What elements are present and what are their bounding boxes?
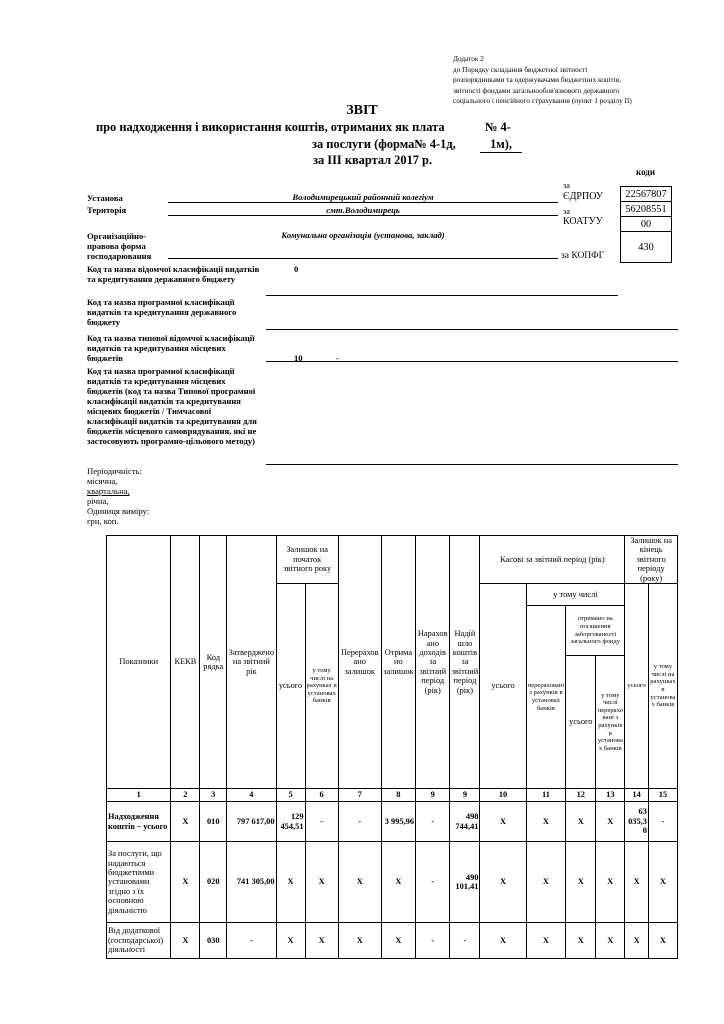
table-cell: X xyxy=(526,923,566,959)
table-cell: X xyxy=(276,923,305,959)
header-cash-total: усього xyxy=(480,584,526,789)
header-accrued: Нараховано доходів за звітний період (рік) xyxy=(416,536,450,789)
column-number: 1 xyxy=(107,789,171,802)
prog-code-line xyxy=(266,297,678,330)
appendix-line: до Порядку складання бюджетної звітності xyxy=(453,64,588,74)
column-number: 4 xyxy=(227,789,276,802)
report-table xyxy=(106,535,678,959)
table-cell: X xyxy=(526,802,566,842)
territory-value: смт.Володимирець xyxy=(168,205,558,216)
territory-label: Територія xyxy=(87,205,127,215)
header-transferred-from-bank: перераховані з рахунків в установах банків xyxy=(526,606,566,789)
table-cell: X xyxy=(171,802,200,842)
header-balance-end: Залишок на кінець звітного періоду (року) xyxy=(625,536,678,584)
table-cell: 797 617,00 xyxy=(227,802,276,842)
column-number: 9 xyxy=(450,789,480,802)
org-form-value: Комунальна організація (установа, заклад) xyxy=(168,230,558,259)
header-balance-start: Залишок на початок звітного року xyxy=(276,536,338,584)
institution-value: Володимирецький районний колегіум xyxy=(168,192,558,203)
header-approved: Затверджено на звітний рік xyxy=(227,536,276,789)
koatuu-value-1: 56208551 xyxy=(621,202,672,217)
edrpou-label: ЄДРПОУ xyxy=(563,191,603,202)
typical-code-label: Код та назва типової відомчої класифікації видатків та кредитування місцевих бюджетів xyxy=(87,333,255,363)
header-start-in-banks: у тому числі на рахунках в установах банків xyxy=(305,584,338,789)
typical-code-line xyxy=(266,333,678,362)
table-cell: - xyxy=(416,802,450,842)
row-label: За послуги, що надаються бюджетними установами згідно з їх основною діяльністю xyxy=(107,842,171,923)
table-cell: X xyxy=(566,923,596,959)
unit-label: Одиниця виміру: xyxy=(87,506,150,516)
typical-code-value: 10 xyxy=(294,353,303,363)
table-cell: X xyxy=(648,923,677,959)
table-cell: 498 744,41 xyxy=(450,802,480,842)
table-cell: - xyxy=(227,923,276,959)
dept-code-label: Код та назва відомчої класифікації видатків та кредитування державного бюджету xyxy=(87,264,260,284)
appendix-line: звітності фондами загальнообов'язкового державного xyxy=(453,85,620,95)
appendix-line: Додаток 2 xyxy=(453,54,484,63)
column-number: 2 xyxy=(171,789,200,802)
header-indicators: Показники xyxy=(107,536,171,789)
column-number: 9 xyxy=(416,789,450,802)
table-cell: X xyxy=(338,923,381,959)
table-cell: - xyxy=(305,802,338,842)
koatuu-value-2: 00 xyxy=(621,217,672,232)
period-quarterly: квартальна, xyxy=(87,486,130,496)
table-cell: X xyxy=(338,842,381,923)
codes-table xyxy=(620,186,672,263)
table-cell: 63 035,30 xyxy=(625,802,649,842)
table-cell: X xyxy=(596,842,625,923)
table-cell: X xyxy=(480,802,526,842)
header-kekv: КЕКВ xyxy=(171,536,200,789)
report-title: ЗВІТ xyxy=(346,103,378,118)
report-period: за ІІІ квартал 2017 р. xyxy=(313,153,433,167)
edrpou-prefix: за xyxy=(563,181,571,190)
table-row xyxy=(107,842,678,923)
kopfg-value: 430 xyxy=(621,232,672,263)
header-rg-transferred: у тому числі перераховані з рахунків в установах банків xyxy=(596,656,625,789)
table-cell: 020 xyxy=(200,842,227,923)
institution-label: Установа xyxy=(87,193,123,203)
table-cell: X xyxy=(625,842,649,923)
table-cell: X xyxy=(171,923,200,959)
column-number: 10 xyxy=(480,789,526,802)
row-label: Від додаткової (господарської) діяльності xyxy=(107,923,171,959)
column-number: 7 xyxy=(338,789,381,802)
header-end-total: усього xyxy=(625,584,649,789)
form-number: № 4- xyxy=(485,120,511,134)
periodicity-block xyxy=(87,466,149,526)
period-monthly: місячна, xyxy=(87,476,118,486)
column-number: 6 xyxy=(305,789,338,802)
kopfg-label: за КОПФГ xyxy=(561,251,605,261)
table-cell: X xyxy=(480,842,526,923)
table-cell: - xyxy=(338,802,381,842)
header-received: Отримано залишок xyxy=(381,536,415,789)
table-row xyxy=(107,923,678,959)
report-subtitle-line1: про надходження і використання коштів, отриманих як плата xyxy=(96,120,445,134)
table-cell: 129 454,51 xyxy=(276,802,305,842)
table-cell: - xyxy=(416,923,450,959)
table-cell: X xyxy=(171,842,200,923)
header-row-code: Код рядка xyxy=(200,536,227,789)
org-form-label: Організаційно-правова форма господарювання xyxy=(87,231,152,261)
table-cell: - xyxy=(648,802,677,842)
table-cell: 030 xyxy=(200,923,227,959)
table-cell: - xyxy=(450,923,480,959)
table-cell: X xyxy=(305,842,338,923)
header-received-period: Надійшло коштів за звітний період (рік) xyxy=(450,536,480,789)
form-suffix: 1м), xyxy=(480,137,522,153)
table-cell: 741 305,00 xyxy=(227,842,276,923)
table-cell: - xyxy=(416,842,450,923)
prog-code-label: Код та назва програмної класифікації видатків та кредитування державного бюджету xyxy=(87,297,237,327)
header-end-in-banks: у тому числі на рахунках в установах банків xyxy=(648,584,677,789)
column-number: 12 xyxy=(566,789,596,802)
appendix-line: соціального і пенсійного страхування (пункт 1 розділу ІІ) xyxy=(453,96,632,106)
local-prog-line xyxy=(266,366,678,465)
header-received-general: отримано на погашення заборгованості загального фонду xyxy=(566,606,625,656)
row-label: Надходження коштів – усього xyxy=(107,802,171,842)
header-cash-expenses: Касові за звітний період (рік) xyxy=(480,536,625,584)
edrpou-value: 22567807 xyxy=(621,187,672,202)
column-number: 8 xyxy=(381,789,415,802)
appendix-note xyxy=(453,54,721,107)
column-number: 3 xyxy=(200,789,227,802)
table-cell: X xyxy=(276,842,305,923)
typical-code-dash: - xyxy=(336,353,339,363)
column-number: 15 xyxy=(648,789,677,802)
header-transferred: Перераховано залишок xyxy=(338,536,381,789)
header-rg-total: усього xyxy=(566,656,596,789)
koatuu-label: КОАТУУ xyxy=(563,216,603,227)
periodicity-label: Періодичність: xyxy=(87,466,142,476)
table-cell: X xyxy=(381,842,415,923)
table-row xyxy=(107,802,678,842)
column-number: 5 xyxy=(276,789,305,802)
appendix-line: розпорядниками та одержувачами бюджетних коштів, xyxy=(453,75,621,85)
table-cell: 490 101,41 xyxy=(450,842,480,923)
column-number: 11 xyxy=(526,789,566,802)
local-prog-label: Код та назва програмної класифікації видатків та кредитування місцевих бюджетів (код та назва Типової програмної класифікації видатків та кредитування місцевих бюджетів / Тимчасової класифікації видатків та кредитування для бюджетів місцевого самоврядування, які не застосовують програмно-цільового методу) xyxy=(87,366,257,446)
table-cell: X xyxy=(625,923,649,959)
table-cell: 3 995,96 xyxy=(381,802,415,842)
table-cell: X xyxy=(566,802,596,842)
table-cell: X xyxy=(480,923,526,959)
dept-code-line xyxy=(266,264,618,296)
column-number: 14 xyxy=(625,789,649,802)
dept-code-value: 0 xyxy=(294,264,299,274)
codes-header: коди xyxy=(636,167,656,177)
table-cell: X xyxy=(596,923,625,959)
table-cell: X xyxy=(381,923,415,959)
table-cell: 010 xyxy=(200,802,227,842)
table-cell: X xyxy=(596,802,625,842)
table-cell: X xyxy=(648,842,677,923)
table-cell: X xyxy=(526,842,566,923)
report-subtitle-line2: за послуги (форма№ 4-1д, xyxy=(312,137,456,151)
header-including: у тому числі xyxy=(526,584,625,606)
column-number: 13 xyxy=(596,789,625,802)
koatuu-prefix: за xyxy=(563,207,571,216)
table-cell: X xyxy=(566,842,596,923)
column-numbers-row xyxy=(107,789,678,802)
period-annual: річна, xyxy=(87,496,109,506)
header-start-total: усього xyxy=(276,584,305,789)
unit-value: грн, коп. xyxy=(87,516,119,526)
table-cell: X xyxy=(305,923,338,959)
